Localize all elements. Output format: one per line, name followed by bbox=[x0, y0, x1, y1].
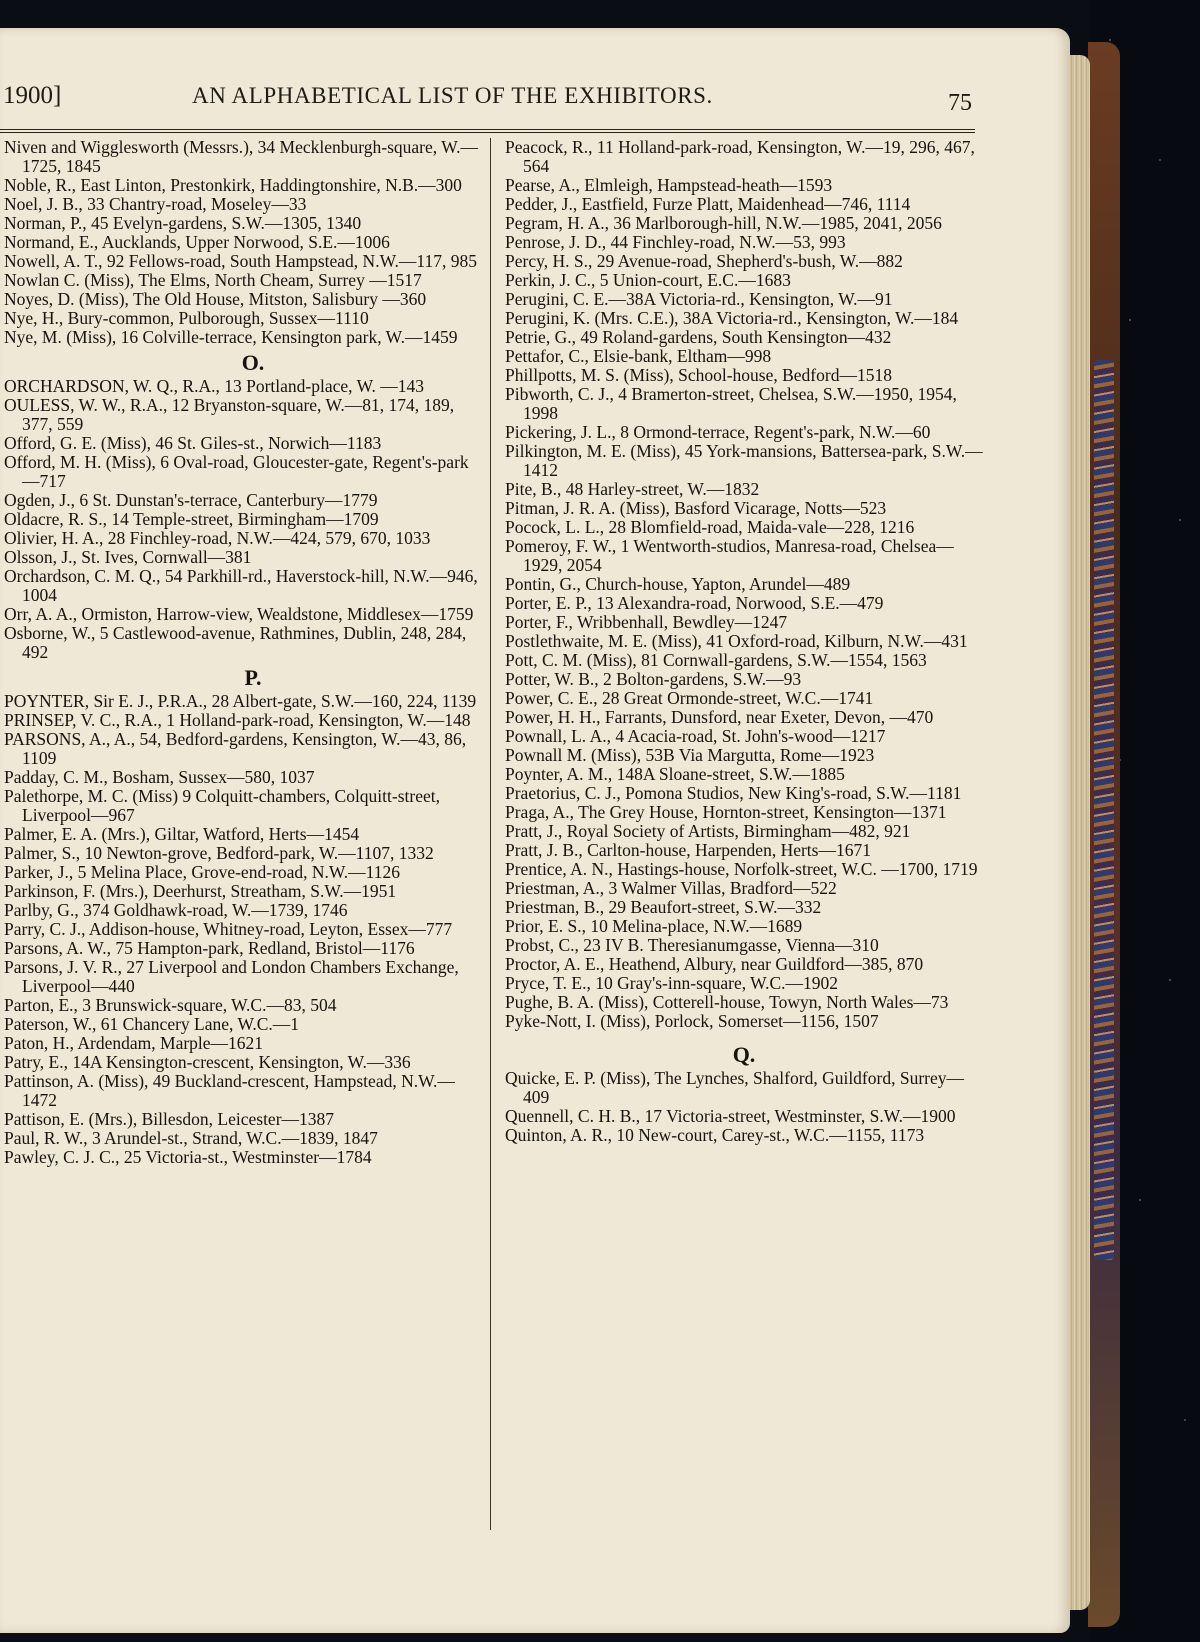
list-item: Quinton, A. R., 10 New-court, Carey-st., W.C.—1155, 1173 bbox=[505, 1125, 925, 1145]
list-item: Phillpotts, M. S. (Miss), School-house, Bedford—1518 bbox=[505, 365, 892, 385]
list-item: Pratt, J. B., Carlton-house, Harpenden, Herts—1671 bbox=[505, 840, 871, 860]
list-item: Praetorius, C. J., Pomona Studios, New King's-road, S.W.—1181 bbox=[505, 783, 962, 803]
list-item: ORCHARDSON, W. Q., R.A., 13 Portland-place, W. —143 bbox=[4, 376, 425, 396]
list-item: Nowell, A. T., 92 Fellows-road, South Hampstead, N.W.—117, 985 bbox=[4, 251, 477, 271]
entries-q bbox=[505, 1069, 983, 1145]
list-item: Parlby, G., 374 Goldhawk-road, W.—1739, 1746 bbox=[4, 900, 348, 920]
list-item: Orr, A. A., Ormiston, Harrow-view, Wealdstone, Middlesex—1759 bbox=[4, 604, 474, 624]
list-item: Pott, C. M. (Miss), 81 Cornwall-gardens, S.W.—1554, 1563 bbox=[505, 650, 927, 670]
list-item: Pickering, J. L., 8 Ormond-terrace, Regent's-park, N.W.—60 bbox=[505, 422, 931, 442]
list-item: Quennell, C. H. B., 17 Victoria-street, Westminster, S.W.—1900 bbox=[505, 1106, 956, 1126]
list-item: Petrie, G., 49 Roland-gardens, South Kensington—432 bbox=[505, 327, 892, 347]
list-item: Paton, H., Ardendam, Marple—1621 bbox=[4, 1033, 264, 1053]
list-item: Palmer, S., 10 Newton-grove, Bedford-park, W.—1107, 1332 bbox=[4, 843, 434, 863]
list-item: Pibworth, C. J., 4 Bramerton-street, Chelsea, S.W.—1950, 1954, 1998 bbox=[505, 384, 957, 423]
list-item: Pocock, L. L., 28 Blomfield-road, Maida-vale—228, 1216 bbox=[505, 517, 915, 537]
list-item: Pownall, L. A., 4 Acacia-road, St. John's-wood—1217 bbox=[505, 726, 886, 746]
page-title: AN ALPHABETICAL LIST OF THE EXHIBITORS. bbox=[192, 83, 713, 108]
column-divider bbox=[490, 138, 491, 1530]
list-item: Offord, G. E. (Miss), 46 St. Giles-st., Norwich—1183 bbox=[4, 433, 382, 453]
list-item: Pomeroy, F. W., 1 Wentworth-studios, Manresa-road, Chelsea—1929, 2054 bbox=[505, 536, 954, 575]
entries-n bbox=[4, 138, 482, 347]
list-item: Noyes, D. (Miss), The Old House, Mitston, Salisbury —360 bbox=[4, 289, 427, 309]
list-item: Porter, E. P., 13 Alexandra-road, Norwood, S.E.—479 bbox=[505, 593, 884, 613]
list-item: Power, H. H., Farrants, Dunsford, near Exeter, Devon, —470 bbox=[505, 707, 934, 727]
list-item: Pearse, A., Elmleigh, Hampstead-heath—1593 bbox=[505, 175, 833, 195]
list-item: PRINSEP, V. C., R.A., 1 Holland-park-road, Kensington, W.—148 bbox=[4, 710, 471, 730]
header-rule-bottom bbox=[0, 132, 975, 133]
list-item: Ogden, J., 6 St. Dunstan's-terrace, Canterbury—1779 bbox=[4, 490, 378, 510]
entries-p-right bbox=[505, 138, 983, 1031]
list-item: Pontin, G., Church-house, Yapton, Arundel—489 bbox=[505, 574, 851, 594]
list-item: Parton, E., 3 Brunswick-square, W.C.—83, 504 bbox=[4, 995, 337, 1015]
list-item: Oldacre, R. S., 14 Temple-street, Birmingham—1709 bbox=[4, 509, 379, 529]
list-item: Pawley, C. J. C., 25 Victoria-st., Westminster—1784 bbox=[4, 1147, 372, 1167]
section-heading-p: P. bbox=[244, 665, 262, 690]
list-item: Osborne, W., 5 Castlewood-avenue, Rathmines, Dublin, 248, 284, 492 bbox=[4, 623, 467, 662]
list-item: Palmer, E. A. (Mrs.), Giltar, Watford, Herts—1454 bbox=[4, 824, 360, 844]
list-item: Percy, H. S., 29 Avenue-road, Shepherd's-bush, W.—882 bbox=[505, 251, 903, 271]
list-item: Praga, A., The Grey House, Hornton-street, Kensington—1371 bbox=[505, 802, 947, 822]
list-item: Prentice, A. N., Hastings-house, Norfolk-street, W.C. —1700, 1719 bbox=[505, 859, 978, 879]
left-column bbox=[4, 138, 482, 1167]
section-heading-o: O. bbox=[241, 350, 265, 375]
list-item: Olivier, H. A., 28 Finchley-road, N.W.—424, 579, 670, 1033 bbox=[4, 528, 431, 548]
list-item: Nowlan C. (Miss), The Elms, North Cheam, Surrey —1517 bbox=[4, 270, 422, 290]
list-item: Normand, E., Aucklands, Upper Norwood, S.E.—1006 bbox=[4, 232, 390, 252]
marbled-endpaper bbox=[1094, 360, 1114, 1260]
header-rule-top bbox=[0, 129, 975, 130]
section-heading-q: Q. bbox=[732, 1042, 756, 1067]
list-item: PARSONS, A., A., 54, Bedford-gardens, Kensington, W.—43, 86, 1109 bbox=[4, 729, 467, 768]
list-item: Parker, J., 5 Melina Place, Grove-end-road, N.W.—1126 bbox=[4, 862, 401, 882]
list-item: Noel, J. B., 33 Chantry-road, Moseley—33 bbox=[4, 194, 307, 214]
list-item: Pattison, E. (Mrs.), Billesdon, Leicester—1387 bbox=[4, 1109, 335, 1129]
list-item: Porter, F., Wribbenhall, Bewdley—1247 bbox=[505, 612, 788, 632]
list-item: OULESS, W. W., R.A., 12 Bryanston-square, W.—81, 174, 189, 377, 559 bbox=[4, 395, 455, 434]
list-item: Peacock, R., 11 Holland-park-road, Kensington, W.—19, 296, 467, 564 bbox=[505, 137, 975, 176]
list-item: Pownall M. (Miss), 53B Via Margutta, Rome—1923 bbox=[505, 745, 875, 765]
list-item: Pattinson, A. (Miss), 49 Buckland-crescent, Hampstead, N.W.—1472 bbox=[4, 1071, 455, 1110]
right-column bbox=[505, 138, 983, 1145]
list-item: Perugini, C. E.—38A Victoria-rd., Kensington, W.—91 bbox=[505, 289, 893, 309]
list-item: Quicke, E. P. (Miss), The Lynches, Shalford, Guildford, Surrey—409 bbox=[505, 1068, 964, 1107]
list-item: Orchardson, C. M. Q., 54 Parkhill-rd., Haverstock-hill, N.W.—946, 1004 bbox=[4, 566, 478, 605]
list-item: Patry, E., 14A Kensington-crescent, Kensington, W.—336 bbox=[4, 1052, 411, 1072]
list-item: Penrose, J. D., 44 Finchley-road, N.W.—53, 993 bbox=[505, 232, 846, 252]
entries-p-left bbox=[4, 692, 482, 1167]
list-item: Pettafor, C., Elsie-bank, Eltham—998 bbox=[505, 346, 772, 366]
list-item: Offord, M. H. (Miss), 6 Oval-road, Gloucester-gate, Regent's-park—717 bbox=[4, 452, 469, 491]
list-item: Padday, C. M., Bosham, Sussex—580, 1037 bbox=[4, 767, 315, 787]
list-item: Norman, P., 45 Evelyn-gardens, S.W.—1305, 1340 bbox=[4, 213, 362, 233]
list-item: Perkin, J. C., 5 Union-court, E.C.—1683 bbox=[505, 270, 791, 290]
list-item: Pryce, T. E., 10 Gray's-inn-square, W.C.—1902 bbox=[505, 973, 839, 993]
list-item: Postlethwaite, M. E. (Miss), 41 Oxford-road, Kilburn, N.W.—431 bbox=[505, 631, 968, 651]
page-number: 75 bbox=[948, 90, 972, 116]
page-header bbox=[0, 70, 1000, 120]
list-item: Parsons, J. V. R., 27 Liverpool and London Chambers Exchange, Liverpool—440 bbox=[4, 957, 459, 996]
list-item: Olsson, J., St. Ives, Cornwall—381 bbox=[4, 547, 252, 567]
list-item: Nye, H., Bury-common, Pulborough, Sussex—1110 bbox=[4, 308, 369, 328]
list-item: Niven and Wigglesworth (Messrs.), 34 Mecklenburgh-square, W.—1725, 1845 bbox=[4, 137, 478, 176]
list-item: Parsons, A. W., 75 Hampton-park, Redland, Bristol—1176 bbox=[4, 938, 415, 958]
list-item: Pegram, H. A., 36 Marlborough-hill, N.W.—1985, 2041, 2056 bbox=[505, 213, 942, 233]
list-item: Prior, E. S., 10 Melina-place, N.W.—1689 bbox=[505, 916, 803, 936]
list-item: Power, C. E., 28 Great Ormonde-street, W.C.—1741 bbox=[505, 688, 874, 708]
list-item: Parkinson, F. (Mrs.), Deerhurst, Streatham, S.W.—1951 bbox=[4, 881, 397, 901]
list-item: Pitman, J. R. A. (Miss), Basford Vicarage, Notts—523 bbox=[505, 498, 887, 518]
list-item: Paterson, W., 61 Chancery Lane, W.C.—1 bbox=[4, 1014, 300, 1034]
entries-o bbox=[4, 377, 482, 662]
list-item: Noble, R., East Linton, Prestonkirk, Haddingtonshire, N.B.—300 bbox=[4, 175, 462, 195]
list-item: Pilkington, M. E. (Miss), 45 York-mansions, Battersea-park, S.W.—1412 bbox=[505, 441, 983, 480]
list-item: Palethorpe, M. C. (Miss) 9 Colquitt-chambers, Colquitt-street, Liverpool—967 bbox=[4, 786, 440, 825]
list-item: Priestman, B., 29 Beaufort-street, S.W.—332 bbox=[505, 897, 822, 917]
list-item: Paul, R. W., 3 Arundel-st., Strand, W.C.—1839, 1847 bbox=[4, 1128, 378, 1148]
list-item: Proctor, A. E., Heathend, Albury, near Guildford—385, 870 bbox=[505, 954, 924, 974]
list-item: Pyke-Nott, I. (Miss), Porlock, Somerset—1156, 1507 bbox=[505, 1011, 879, 1031]
list-item: Poynter, A. M., 148A Sloane-street, S.W.—1885 bbox=[505, 764, 845, 784]
list-item: Nye, M. (Miss), 16 Colville-terrace, Kensington park, W.—1459 bbox=[4, 327, 458, 347]
list-item: Pratt, J., Royal Society of Artists, Birmingham—482, 921 bbox=[505, 821, 911, 841]
list-item: Priestman, A., 3 Walmer Villas, Bradford—522 bbox=[505, 878, 837, 898]
list-item: Pughe, B. A. (Miss), Cotterell-house, Towyn, North Wales—73 bbox=[505, 992, 949, 1012]
list-item: POYNTER, Sir E. J., P.R.A., 28 Albert-gate, S.W.—160, 224, 1139 bbox=[4, 691, 477, 711]
list-item: Potter, W. B., 2 Bolton-gardens, S.W.—93 bbox=[505, 669, 802, 689]
list-item: Pite, B., 48 Harley-street, W.—1832 bbox=[505, 479, 760, 499]
list-item: Perugini, K. (Mrs. C.E.), 38A Victoria-rd., Kensington, W.—184 bbox=[505, 308, 959, 328]
header-year: 1900] bbox=[3, 82, 62, 109]
list-item: Probst, C., 23 IV B. Theresianumgasse, Vienna—310 bbox=[505, 935, 879, 955]
list-item: Parry, C. J., Addison-house, Whitney-road, Leyton, Essex—777 bbox=[4, 919, 453, 939]
list-item: Pedder, J., Eastfield, Furze Platt, Maidenhead—746, 1114 bbox=[505, 194, 911, 214]
